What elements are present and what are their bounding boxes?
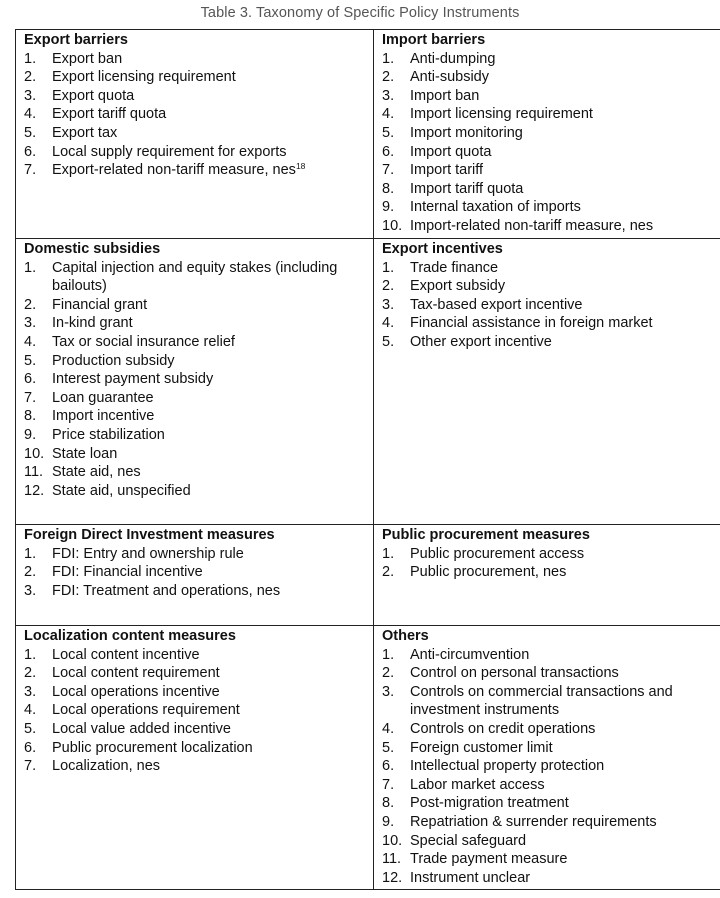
list-item bbox=[24, 683, 369, 702]
list-item bbox=[24, 314, 369, 333]
item-label: Capital injection and equity stakes (including bailouts) bbox=[52, 259, 338, 295]
item-text-wrap bbox=[52, 87, 369, 106]
item-text-wrap bbox=[410, 333, 720, 352]
item-text-wrap bbox=[410, 87, 720, 106]
list-item bbox=[382, 68, 720, 87]
list-item bbox=[382, 198, 720, 217]
list-item bbox=[382, 105, 720, 124]
table-row bbox=[16, 239, 720, 525]
item-number: 6. bbox=[382, 143, 395, 160]
item-number: 4. bbox=[382, 720, 395, 737]
list-item bbox=[382, 813, 720, 832]
list-item bbox=[24, 259, 369, 296]
item-label: Controls on commercial transactions and investment instruments bbox=[410, 683, 673, 719]
list-item bbox=[24, 757, 369, 776]
item-text-wrap bbox=[52, 445, 369, 464]
item-text-wrap bbox=[52, 545, 369, 564]
list-item bbox=[382, 161, 720, 180]
item-text-wrap bbox=[52, 664, 369, 683]
item-label: Financial assistance in foreign market bbox=[410, 315, 653, 332]
list-item bbox=[24, 296, 369, 315]
item-number: 10. bbox=[24, 445, 45, 462]
item-text-wrap bbox=[52, 389, 369, 408]
list-item bbox=[382, 757, 720, 776]
list-item bbox=[24, 68, 369, 87]
list-item bbox=[24, 482, 369, 501]
list-item bbox=[24, 143, 369, 162]
list-item bbox=[382, 646, 720, 665]
item-number: 1. bbox=[382, 646, 395, 663]
item-number: 1. bbox=[382, 545, 395, 562]
list-item bbox=[382, 832, 720, 851]
item-text-wrap bbox=[52, 68, 369, 87]
item-text-wrap bbox=[410, 646, 720, 665]
item-number: 8. bbox=[24, 408, 37, 425]
cell-heading: Import barriers bbox=[382, 32, 486, 48]
item-text-wrap bbox=[52, 370, 369, 389]
item-text-wrap bbox=[52, 701, 369, 720]
taxonomy-table bbox=[15, 29, 720, 890]
item-text-wrap bbox=[52, 407, 369, 426]
item-label: Tax or social insurance relief bbox=[52, 333, 235, 350]
item-label: Export quota bbox=[52, 87, 135, 104]
item-label: Export tax bbox=[52, 124, 118, 141]
item-number: 9. bbox=[24, 426, 37, 443]
item-text-wrap bbox=[52, 482, 369, 501]
list-item bbox=[24, 124, 369, 143]
item-text-wrap bbox=[52, 124, 369, 143]
item-number: 7. bbox=[382, 776, 395, 793]
item-number: 2. bbox=[24, 296, 37, 313]
item-text-wrap bbox=[52, 739, 369, 758]
item-text-wrap bbox=[410, 813, 720, 832]
item-label: Price stabilization bbox=[52, 426, 165, 443]
item-text-wrap bbox=[52, 143, 369, 162]
item-label: Localization, nes bbox=[52, 758, 161, 775]
item-text-wrap bbox=[410, 683, 720, 720]
item-label: Repatriation & surrender requirements bbox=[410, 813, 657, 830]
item-number: 2. bbox=[382, 278, 395, 295]
list-item bbox=[24, 563, 369, 582]
item-label: Import quota bbox=[410, 143, 492, 160]
item-label: Public procurement localization bbox=[52, 739, 253, 756]
item-label: FDI: Financial incentive bbox=[52, 564, 203, 581]
item-text-wrap bbox=[52, 683, 369, 702]
item-label: State aid, unspecified bbox=[52, 482, 191, 499]
list-item bbox=[382, 143, 720, 162]
item-label: Internal taxation of imports bbox=[410, 199, 581, 216]
item-label: Anti-subsidy bbox=[410, 69, 489, 86]
item-label: In-kind grant bbox=[52, 315, 133, 332]
item-number: 2. bbox=[24, 69, 37, 86]
item-number: 3. bbox=[24, 582, 37, 599]
item-label: Public procurement, nes bbox=[410, 564, 567, 581]
item-text-wrap bbox=[52, 314, 369, 333]
item-number: 4. bbox=[24, 333, 37, 350]
list-item bbox=[24, 161, 369, 180]
footnote-marker: 18 bbox=[295, 161, 306, 172]
item-number: 4. bbox=[382, 106, 395, 123]
item-label: Export ban bbox=[52, 50, 123, 67]
cell-heading: Public procurement measures bbox=[382, 527, 590, 543]
item-text-wrap bbox=[52, 50, 369, 69]
cell-heading: Domestic subsidies bbox=[24, 241, 161, 257]
item-label: State aid, nes bbox=[52, 464, 141, 481]
item-number: 5. bbox=[24, 124, 37, 141]
list-item bbox=[24, 463, 369, 482]
item-number: 7. bbox=[382, 162, 395, 179]
item-label: Import monitoring bbox=[410, 124, 523, 141]
item-label: Loan guarantee bbox=[52, 389, 154, 406]
item-number: 3. bbox=[24, 315, 37, 332]
item-label: Foreign customer limit bbox=[410, 739, 553, 756]
list-item bbox=[382, 664, 720, 683]
instrument-list bbox=[24, 646, 369, 776]
list-item bbox=[24, 426, 369, 445]
item-text-wrap bbox=[52, 259, 369, 296]
item-label: Instrument unclear bbox=[410, 869, 531, 886]
item-text-wrap bbox=[410, 794, 720, 813]
instrument-list bbox=[382, 50, 720, 236]
item-label: Import licensing requirement bbox=[410, 106, 593, 123]
item-text-wrap bbox=[410, 869, 720, 888]
list-item bbox=[24, 407, 369, 426]
item-number: 6. bbox=[382, 758, 395, 775]
list-item bbox=[24, 545, 369, 564]
item-label: Local content requirement bbox=[52, 665, 220, 682]
cell-export-barriers bbox=[16, 30, 374, 239]
cell-heading: Localization content measures bbox=[24, 628, 236, 644]
list-item bbox=[24, 664, 369, 683]
item-label: Interest payment subsidy bbox=[52, 371, 214, 388]
item-label: Local supply requirement for exports bbox=[52, 143, 287, 160]
item-label: Public procurement access bbox=[410, 545, 585, 562]
list-item bbox=[24, 50, 369, 69]
item-number: 9. bbox=[382, 199, 395, 216]
item-label: Import tariff bbox=[410, 162, 484, 179]
item-number: 3. bbox=[382, 87, 395, 104]
item-label: Anti-circumvention bbox=[410, 646, 530, 663]
item-number: 5. bbox=[24, 352, 37, 369]
item-label: Local value added incentive bbox=[52, 720, 231, 737]
item-text-wrap bbox=[410, 314, 720, 333]
item-number: 1. bbox=[24, 545, 37, 562]
list-item bbox=[382, 794, 720, 813]
item-label: Intellectual property protection bbox=[410, 758, 605, 775]
list-item bbox=[382, 87, 720, 106]
cell-heading: Export barriers bbox=[24, 32, 128, 48]
item-number: 3. bbox=[382, 683, 395, 700]
item-label: Export tariff quota bbox=[52, 106, 167, 123]
instrument-list bbox=[382, 545, 720, 582]
item-label: Tax-based export incentive bbox=[410, 296, 583, 313]
instrument-list bbox=[382, 646, 720, 888]
item-text-wrap bbox=[410, 68, 720, 87]
item-number: 9. bbox=[382, 813, 395, 830]
cell-public-procurement bbox=[374, 525, 720, 626]
item-number: 2. bbox=[24, 665, 37, 682]
item-text-wrap bbox=[52, 563, 369, 582]
cell-heading: Foreign Direct Investment measures bbox=[24, 527, 275, 543]
item-label: Export subsidy bbox=[410, 278, 506, 295]
item-label: Local operations incentive bbox=[52, 683, 220, 700]
item-number: 3. bbox=[382, 296, 395, 313]
item-label: State loan bbox=[52, 445, 118, 462]
cell-localization bbox=[16, 626, 374, 890]
item-text-wrap bbox=[52, 105, 369, 124]
list-item bbox=[382, 296, 720, 315]
item-label: Other export incentive bbox=[410, 333, 552, 350]
list-item bbox=[24, 701, 369, 720]
item-number: 5. bbox=[382, 739, 395, 756]
item-text-wrap bbox=[410, 259, 720, 278]
item-text-wrap bbox=[410, 776, 720, 795]
item-text-wrap bbox=[410, 180, 720, 199]
item-number: 2. bbox=[24, 564, 37, 581]
item-number: 6. bbox=[24, 143, 37, 160]
item-number: 6. bbox=[24, 739, 37, 756]
list-item bbox=[24, 333, 369, 352]
item-number: 5. bbox=[382, 124, 395, 141]
list-item bbox=[24, 739, 369, 758]
item-text-wrap bbox=[52, 426, 369, 445]
table-row bbox=[16, 30, 720, 239]
list-item bbox=[382, 739, 720, 758]
item-number: 7. bbox=[24, 389, 37, 406]
item-text-wrap bbox=[410, 739, 720, 758]
item-number: 3. bbox=[24, 683, 37, 700]
item-text-wrap bbox=[410, 50, 720, 69]
item-number: 5. bbox=[382, 333, 395, 350]
item-text-wrap bbox=[410, 832, 720, 851]
item-label: Labor market access bbox=[410, 776, 545, 793]
list-item bbox=[382, 50, 720, 69]
item-label: Local content incentive bbox=[52, 646, 200, 663]
item-label: Import ban bbox=[410, 87, 480, 104]
item-number: 5. bbox=[24, 720, 37, 737]
item-text-wrap bbox=[52, 463, 369, 482]
item-number: 3. bbox=[24, 87, 37, 104]
item-label: Post-migration treatment bbox=[410, 795, 569, 812]
item-number: 4. bbox=[24, 106, 37, 123]
item-text-wrap bbox=[410, 757, 720, 776]
item-label: Control on personal transactions bbox=[410, 665, 619, 682]
item-label: Import incentive bbox=[52, 408, 155, 425]
item-number: 7. bbox=[24, 758, 37, 775]
item-number: 12. bbox=[382, 869, 403, 886]
item-label: Anti-dumping bbox=[410, 50, 496, 67]
instrument-list bbox=[382, 259, 720, 352]
item-text-wrap bbox=[52, 333, 369, 352]
cell-import-barriers bbox=[374, 30, 720, 239]
item-label: Local operations requirement bbox=[52, 702, 240, 719]
item-number: 2. bbox=[382, 69, 395, 86]
list-item bbox=[382, 314, 720, 333]
instrument-list bbox=[24, 259, 369, 501]
cell-fdi-measures bbox=[16, 525, 374, 626]
list-item bbox=[24, 646, 369, 665]
item-text-wrap bbox=[410, 217, 720, 236]
list-item bbox=[24, 105, 369, 124]
list-item bbox=[24, 352, 369, 371]
table-row bbox=[16, 525, 720, 626]
list-item bbox=[24, 582, 369, 601]
list-item bbox=[382, 720, 720, 739]
cell-export-incentives bbox=[374, 239, 720, 525]
item-number: 2. bbox=[382, 665, 395, 682]
item-number: 10. bbox=[382, 832, 403, 849]
item-text-wrap bbox=[410, 664, 720, 683]
item-label: Import-related non-tariff measure, nes bbox=[410, 217, 654, 234]
item-number: 1. bbox=[24, 50, 37, 67]
item-text-wrap bbox=[410, 296, 720, 315]
item-text-wrap bbox=[52, 757, 369, 776]
item-text-wrap bbox=[410, 143, 720, 162]
instrument-list bbox=[24, 50, 369, 180]
item-text-wrap bbox=[410, 545, 720, 564]
cell-heading: Others bbox=[382, 628, 429, 644]
instrument-list bbox=[24, 545, 369, 601]
list-item bbox=[382, 563, 720, 582]
list-item bbox=[382, 333, 720, 352]
item-text-wrap bbox=[410, 720, 720, 739]
item-number: 7. bbox=[24, 162, 37, 179]
item-number: 11. bbox=[382, 851, 402, 868]
item-number: 1. bbox=[24, 646, 37, 663]
list-item bbox=[382, 124, 720, 143]
item-text-wrap bbox=[52, 161, 369, 180]
item-text-wrap bbox=[52, 720, 369, 739]
list-item bbox=[382, 259, 720, 278]
item-label: Export licensing requirement bbox=[52, 69, 236, 86]
cell-domestic-subsidies bbox=[16, 239, 374, 525]
table-row bbox=[16, 626, 720, 890]
item-label: Controls on credit operations bbox=[410, 720, 596, 737]
item-text-wrap bbox=[410, 124, 720, 143]
list-item bbox=[24, 389, 369, 408]
item-label: Trade payment measure bbox=[410, 851, 568, 868]
list-item bbox=[382, 545, 720, 564]
item-number: 1. bbox=[24, 259, 37, 276]
item-text-wrap bbox=[52, 582, 369, 601]
item-number: 1. bbox=[382, 259, 395, 276]
item-number: 8. bbox=[382, 795, 395, 812]
item-number: 10. bbox=[382, 217, 403, 234]
item-number: 4. bbox=[24, 702, 37, 719]
item-text-wrap bbox=[52, 352, 369, 371]
cell-others bbox=[374, 626, 720, 890]
item-text-wrap bbox=[52, 296, 369, 315]
list-item bbox=[382, 277, 720, 296]
list-item bbox=[382, 869, 720, 888]
item-label: Export-related non-tariff measure, nes bbox=[52, 162, 296, 179]
table-caption: Table 3. Taxonomy of Specific Policy Instruments bbox=[200, 5, 520, 21]
list-item bbox=[382, 683, 720, 720]
item-label: FDI: Entry and ownership rule bbox=[52, 545, 244, 562]
list-item bbox=[24, 720, 369, 739]
list-item bbox=[24, 445, 369, 464]
item-text-wrap bbox=[410, 105, 720, 124]
item-number: 11. bbox=[24, 464, 44, 481]
item-text-wrap bbox=[52, 646, 369, 665]
list-item bbox=[382, 180, 720, 199]
item-text-wrap bbox=[410, 277, 720, 296]
item-text-wrap bbox=[410, 850, 720, 869]
item-text-wrap bbox=[410, 198, 720, 217]
list-item bbox=[382, 850, 720, 869]
item-number: 12. bbox=[24, 482, 45, 499]
list-item bbox=[24, 87, 369, 106]
list-item bbox=[382, 217, 720, 236]
item-label: Trade finance bbox=[410, 259, 499, 276]
item-label: Financial grant bbox=[52, 296, 148, 313]
item-text-wrap bbox=[410, 563, 720, 582]
item-number: 2. bbox=[382, 564, 395, 581]
item-label: Special safeguard bbox=[410, 832, 527, 849]
item-number: 8. bbox=[382, 180, 395, 197]
item-number: 4. bbox=[382, 315, 395, 332]
item-label: Import tariff quota bbox=[410, 180, 524, 197]
item-label: FDI: Treatment and operations, nes bbox=[52, 582, 281, 599]
list-item bbox=[382, 776, 720, 795]
list-item bbox=[24, 370, 369, 389]
item-text-wrap bbox=[410, 161, 720, 180]
cell-heading: Export incentives bbox=[382, 241, 503, 257]
item-label: Production subsidy bbox=[52, 352, 175, 369]
item-number: 6. bbox=[24, 371, 37, 388]
item-number: 1. bbox=[382, 50, 395, 67]
